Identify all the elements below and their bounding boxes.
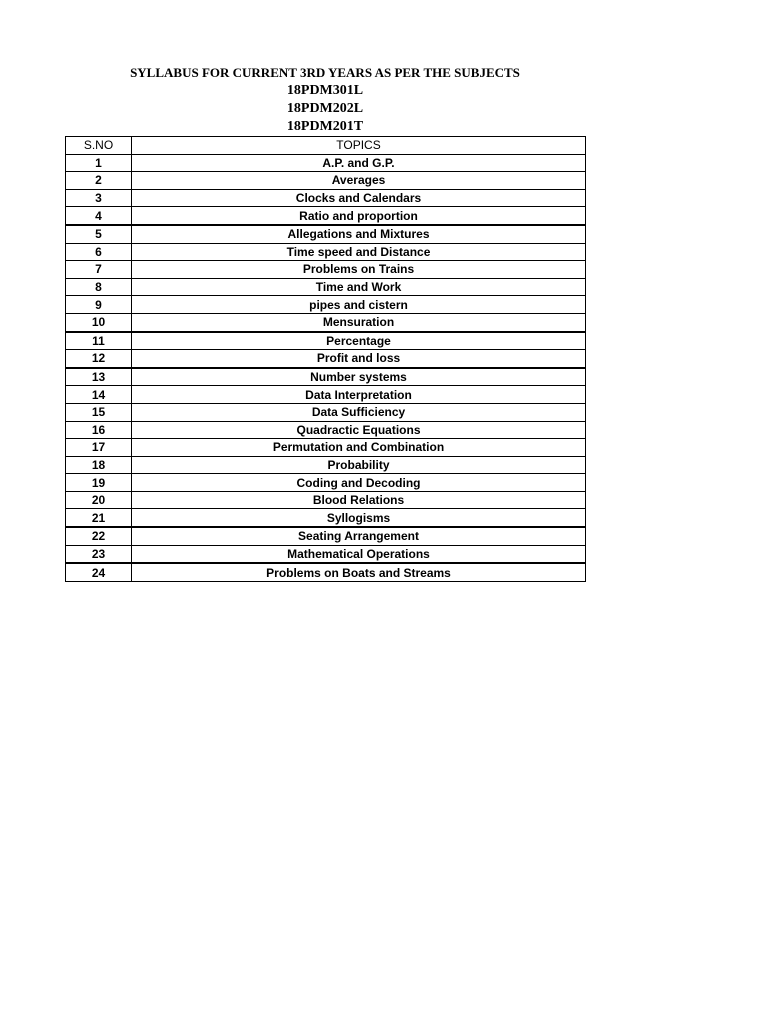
row-topic: Seating Arrangement [132, 527, 586, 545]
document-title: SYLLABUS FOR CURRENT 3RD YEARS AS PER THE SUBJECTS [130, 65, 520, 80]
row-number: 1 [66, 154, 132, 172]
row-number: 23 [66, 545, 132, 563]
table-row [66, 474, 586, 492]
table-row [66, 296, 586, 314]
row-number: 14 [66, 386, 132, 404]
row-topic: Data Interpretation [132, 386, 586, 404]
table-row [66, 563, 586, 581]
table-body [66, 154, 586, 581]
row-number: 18 [66, 456, 132, 474]
row-number: 20 [66, 491, 132, 509]
subject-code: 18PDM202L [286, 101, 364, 116]
row-topic: Percentage [132, 332, 586, 350]
row-number: 8 [66, 278, 132, 296]
row-topic: Time speed and Distance [132, 243, 586, 261]
row-topic: Problems on Boats and Streams [132, 563, 586, 581]
table-row [66, 439, 586, 457]
table-row [66, 350, 586, 368]
row-number: 15 [66, 403, 132, 421]
row-number: 12 [66, 350, 132, 368]
table-row [66, 207, 586, 225]
row-number: 5 [66, 225, 132, 243]
row-topic: Time and Work [132, 278, 586, 296]
column-header-sno: S.NO [66, 137, 132, 155]
table-header-row [66, 137, 586, 155]
table-row [66, 421, 586, 439]
table-row [66, 243, 586, 261]
row-topic: Permutation and Combination [132, 439, 586, 457]
row-topic: Allegations and Mixtures [132, 225, 586, 243]
syllabus-table [65, 136, 586, 582]
table-row [66, 154, 586, 172]
subject-code: 18PDM301L [286, 83, 364, 98]
row-topic: Number systems [132, 368, 586, 386]
table-row [66, 456, 586, 474]
table-row [66, 172, 586, 190]
column-header-topics: TOPICS [132, 137, 586, 155]
table-row [66, 509, 586, 527]
table-row [66, 386, 586, 404]
table-row [66, 278, 586, 296]
table-row [66, 491, 586, 509]
row-topic: Clocks and Calendars [132, 189, 586, 207]
row-number: 24 [66, 563, 132, 581]
row-topic: A.P. and G.P. [132, 154, 586, 172]
row-number: 4 [66, 207, 132, 225]
row-number: 9 [66, 296, 132, 314]
row-number: 6 [66, 243, 132, 261]
table-row [66, 527, 586, 545]
row-number: 22 [66, 527, 132, 545]
row-number: 10 [66, 313, 132, 331]
table-row [66, 368, 586, 386]
row-topic: Ratio and proportion [132, 207, 586, 225]
row-number: 3 [66, 189, 132, 207]
row-topic: Mensuration [132, 313, 586, 331]
row-number: 16 [66, 421, 132, 439]
table-row [66, 189, 586, 207]
row-number: 21 [66, 509, 132, 527]
row-topic: Coding and Decoding [132, 474, 586, 492]
row-number: 19 [66, 474, 132, 492]
row-number: 7 [66, 261, 132, 279]
table-row [66, 545, 586, 563]
row-topic: Mathematical Operations [132, 545, 586, 563]
row-topic: pipes and cistern [132, 296, 586, 314]
row-number: 13 [66, 368, 132, 386]
document-header [65, 64, 585, 136]
table-row [66, 261, 586, 279]
row-number: 17 [66, 439, 132, 457]
row-topic: Averages [132, 172, 586, 190]
row-topic: Problems on Trains [132, 261, 586, 279]
table-row [66, 403, 586, 421]
table-row [66, 313, 586, 331]
row-number: 11 [66, 332, 132, 350]
row-topic: Probability [132, 456, 586, 474]
table-row [66, 225, 586, 243]
subject-code: 18PDM201T [286, 119, 364, 134]
row-topic: Blood Relations [132, 491, 586, 509]
row-topic: Profit and loss [132, 350, 586, 368]
row-topic: Syllogisms [132, 509, 586, 527]
row-topic: Data Sufficiency [132, 403, 586, 421]
row-number: 2 [66, 172, 132, 190]
table-row [66, 332, 586, 350]
row-topic: Quadractic Equations [132, 421, 586, 439]
